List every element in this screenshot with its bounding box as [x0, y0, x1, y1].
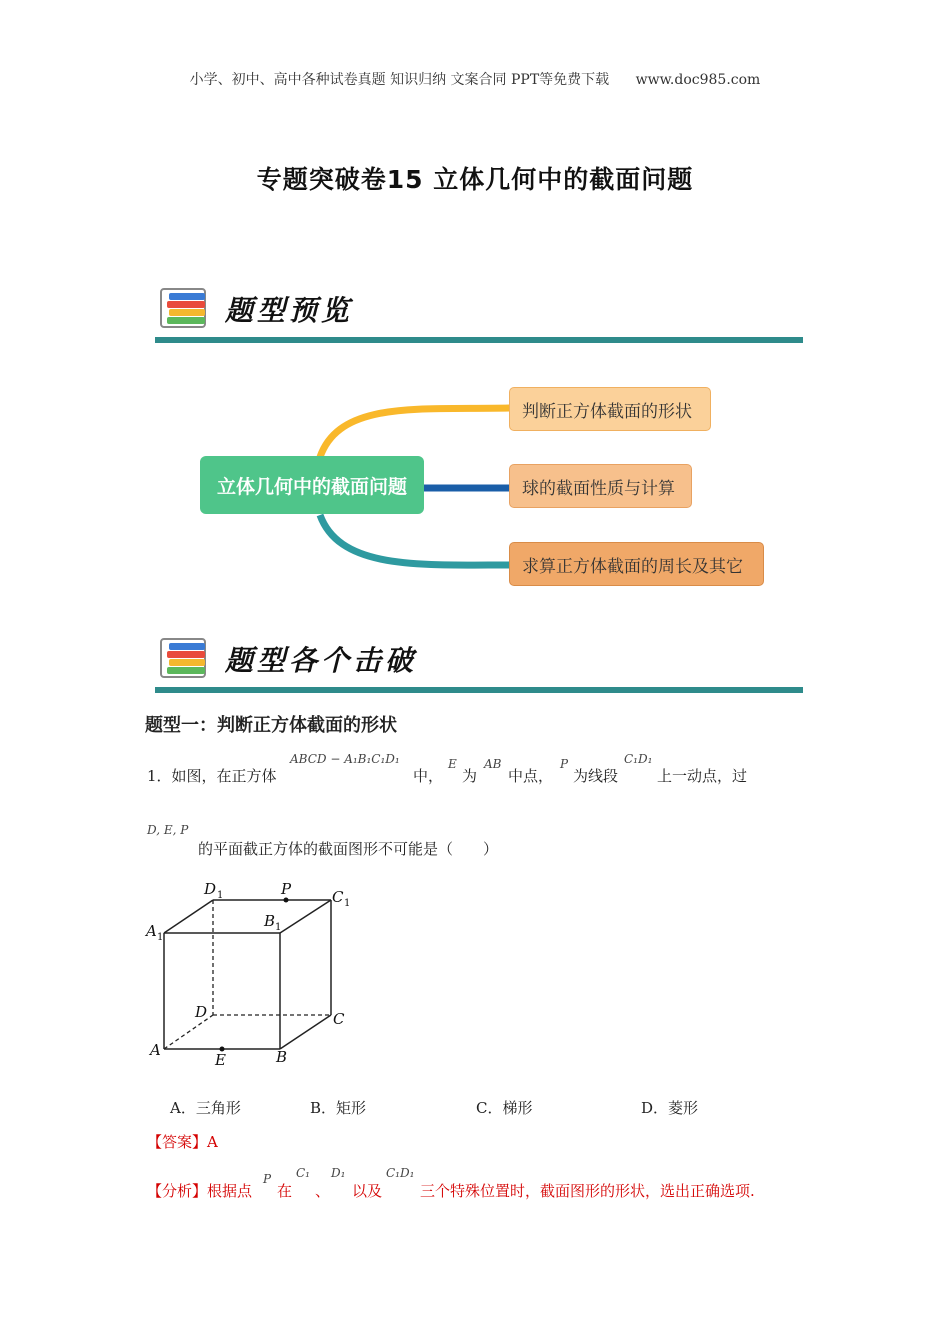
branch-3 — [320, 515, 510, 565]
header-site: www.doc985.com — [635, 72, 761, 88]
choice-a: A．三角形 — [170, 1099, 241, 1117]
label-C1: C — [332, 888, 344, 906]
cube-figure — [140, 878, 360, 1070]
math-P: P — [560, 757, 569, 771]
analysis-prefix: 【分析】根据点 — [147, 1182, 253, 1200]
math-AB: AB — [484, 757, 502, 771]
analysis-text-1: 在 — [277, 1182, 293, 1200]
choice-d: D．菱形 — [641, 1099, 699, 1117]
label-B: B — [276, 1048, 288, 1066]
books-icon — [157, 635, 213, 681]
mindmap-node-3: 求算正方体截面的周长及其它 — [509, 542, 764, 586]
page-title: 专题突破卷15 立体几何中的截面问题 — [256, 165, 694, 194]
math-cube: ABCD − A₁B₁C₁D₁ — [290, 752, 400, 766]
question-text-5: 上一动点，过 — [657, 767, 748, 785]
label-A: A — [150, 1041, 161, 1059]
mindmap-root: 立体几何中的截面问题 — [200, 456, 424, 514]
divider — [155, 687, 803, 693]
banner-preview — [155, 283, 803, 343]
banner-title: 题型预览 — [225, 294, 354, 327]
sub-C1: 1 — [344, 898, 351, 909]
math-C1D1: C₁D₁ — [624, 752, 653, 766]
math-DEP: D, E, P — [147, 823, 189, 837]
label-E: E — [215, 1051, 226, 1069]
banner-breakdown — [155, 633, 803, 693]
banner-title: 题型各个击破 — [225, 644, 418, 677]
header-text: 小学、初中、高中各种试卷真题 知识归纳 文案合同 PPT等免费下载 — [189, 72, 610, 88]
analysis-math-C1D1: C₁D₁ — [386, 1166, 415, 1180]
books-icon — [157, 285, 213, 331]
math-E: E — [448, 757, 457, 771]
choice-c: C．梯形 — [476, 1099, 533, 1117]
mindmap-node-2: 球的截面性质与计算 — [509, 464, 692, 508]
analysis-text-4: 三个特殊位置时，截面图形的形状，选出正确选项. — [420, 1182, 755, 1200]
choice-b: B．矩形 — [310, 1099, 367, 1117]
section-heading: 题型一：判断正方体截面的形状 — [145, 715, 397, 736]
question-text-line2: 的平面截正方体的截面图形不可能是（ ） — [198, 840, 499, 858]
answer-text: 【答案】A — [147, 1133, 218, 1151]
label-D: D — [195, 1003, 208, 1021]
question-text-2: 为 — [462, 767, 478, 785]
page-header — [0, 69, 950, 89]
label-A1: A — [146, 922, 157, 940]
question-text-1: 中， — [413, 767, 444, 785]
analysis-text-3: 以及 — [352, 1182, 383, 1200]
analysis-math-P: P — [263, 1172, 272, 1186]
label-P: P — [281, 880, 292, 898]
point-P — [284, 898, 289, 903]
question-text-3: 中点， — [508, 767, 554, 785]
analysis-math-D1: D₁ — [331, 1166, 346, 1180]
sub-B1: 1 — [275, 922, 282, 933]
question-text-4: 为线段 — [573, 767, 619, 785]
question-number: 1．如图，在正方体 — [147, 767, 277, 785]
sub-D1: 1 — [217, 890, 224, 901]
label-C: C — [333, 1010, 345, 1028]
sub-A1: 1 — [157, 932, 164, 943]
branch-1 — [320, 408, 510, 457]
analysis-text-2: 、 — [315, 1182, 331, 1200]
divider — [155, 337, 803, 343]
label-D1: D — [204, 880, 217, 898]
analysis-math-C1: C₁ — [296, 1166, 310, 1180]
label-B1: B — [264, 912, 276, 930]
mindmap-node-1: 判断正方体截面的形状 — [509, 387, 711, 431]
